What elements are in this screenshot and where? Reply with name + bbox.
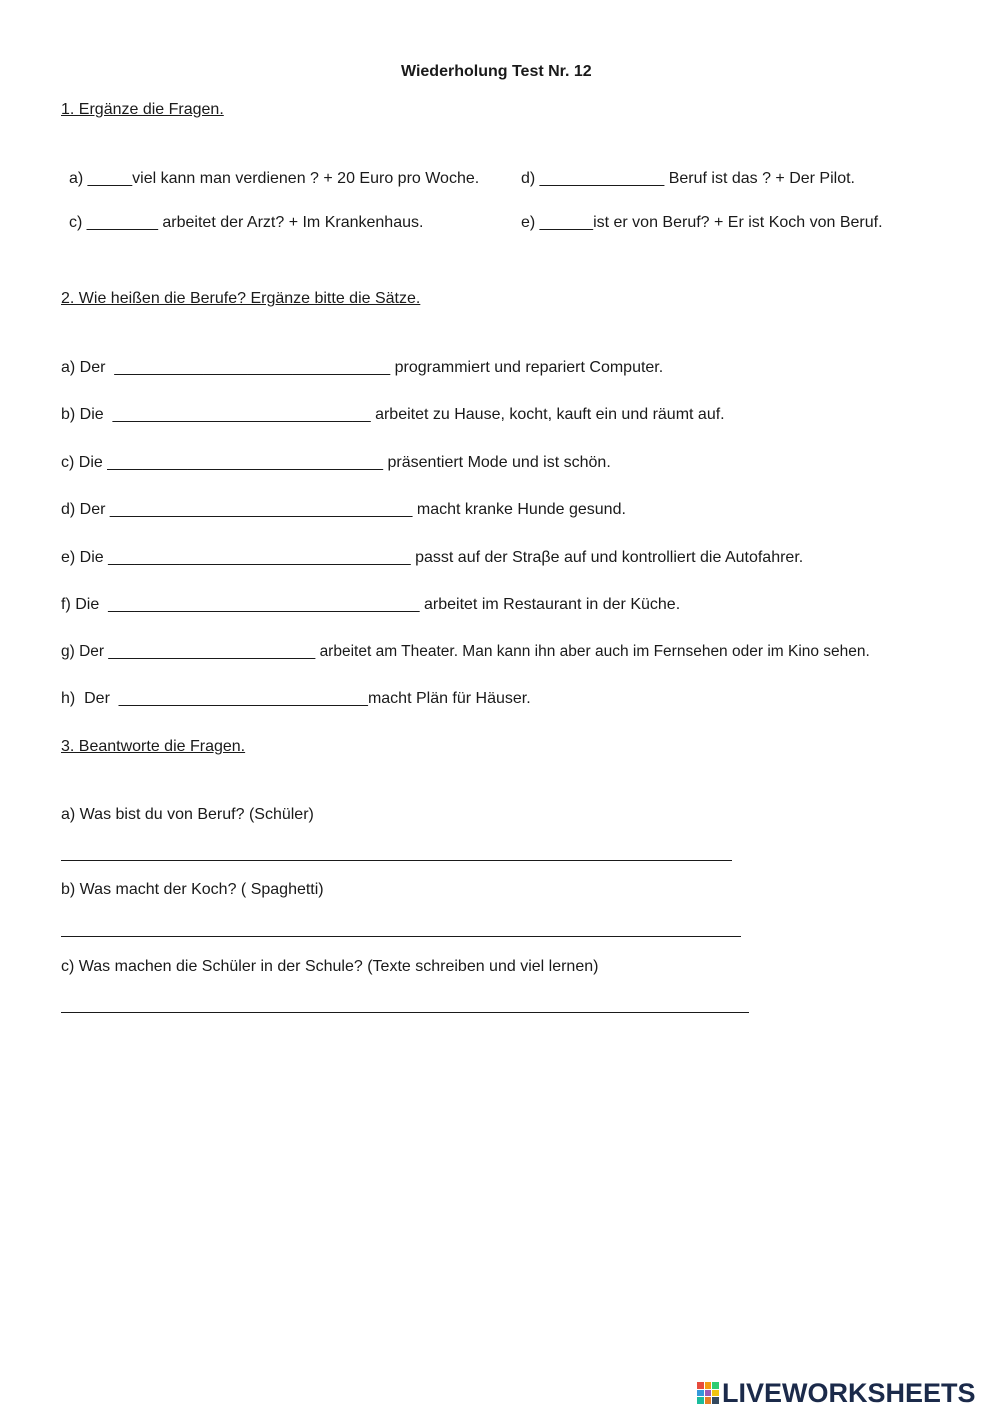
section2-item-d: d) Der __________________________________ macht kranke Hunde gesund. <box>61 501 626 518</box>
logo-square <box>705 1397 712 1404</box>
section1-item-a: a) _____viel kann man verdienen ? + 20 Euro pro Woche. <box>69 170 480 187</box>
section2-item-e: e) Die __________________________________ passt auf der Straβe auf und kontrolliert die Autofahrer. <box>61 549 804 566</box>
section3-question-b: b) Was macht der Koch? ( Spaghetti) <box>61 881 324 898</box>
section1-item-e: e) ______ist er von Beruf? + Er ist Koch von Beruf. <box>521 214 883 231</box>
logo-square <box>712 1397 719 1404</box>
section3-heading: 3. Beantworte die Fragen. <box>61 738 246 755</box>
logo-icon <box>697 1382 719 1404</box>
section2-item-h: h) Der ____________________________macht Plän für Häuser. <box>61 690 531 707</box>
logo-square <box>697 1397 704 1404</box>
section1-item-d: d) ______________ Beruf ist das ? + Der Pilot. <box>521 170 855 187</box>
logo-text: LIVEWORKSHEETS <box>722 1377 976 1408</box>
section3-question-c: c) Was machen die Schüler in der Schule? (Texte schreiben und viel lernen) <box>61 958 599 975</box>
section2-heading: 2. Wie heißen die Berufe? Ergänze bitte die Sätze. <box>61 290 421 307</box>
section2-item-b: b) Die _____________________________ arbeitet zu Hause, kocht, kauft ein und räumt auf. <box>61 406 725 423</box>
section2-item-g: g) Der ________________________ arbeitet am Theater. Man kann ihn aber auch im Fernsehen oder im Kino sehen. <box>61 643 870 660</box>
answer-line-a[interactable] <box>61 860 732 861</box>
section2-item-a: a) Der _______________________________ programmiert und repariert Computer. <box>61 359 664 376</box>
section2-item-c: c) Die _______________________________ präsentiert Mode und ist schön. <box>61 454 611 471</box>
logo-square <box>705 1382 712 1389</box>
liveworksheets-logo <box>697 1377 976 1408</box>
logo-square <box>712 1382 719 1389</box>
logo-square <box>705 1390 712 1397</box>
answer-line-c[interactable] <box>61 1012 749 1013</box>
page-title: Wiederholung Test Nr. 12 <box>401 63 592 80</box>
logo-square <box>697 1382 704 1389</box>
logo-square <box>712 1390 719 1397</box>
section1-heading: 1. Ergänze die Fragen. <box>61 101 224 118</box>
logo-square <box>697 1390 704 1397</box>
section2-item-f: f) Die ___________________________________ arbeitet im Restaurant in der Küche. <box>61 596 681 613</box>
section1-item-c: c) ________ arbeitet der Arzt? + Im Krankenhaus. <box>69 214 424 231</box>
answer-line-b[interactable] <box>61 936 741 937</box>
section3-question-a: a) Was bist du von Beruf? (Schüler) <box>61 806 314 823</box>
